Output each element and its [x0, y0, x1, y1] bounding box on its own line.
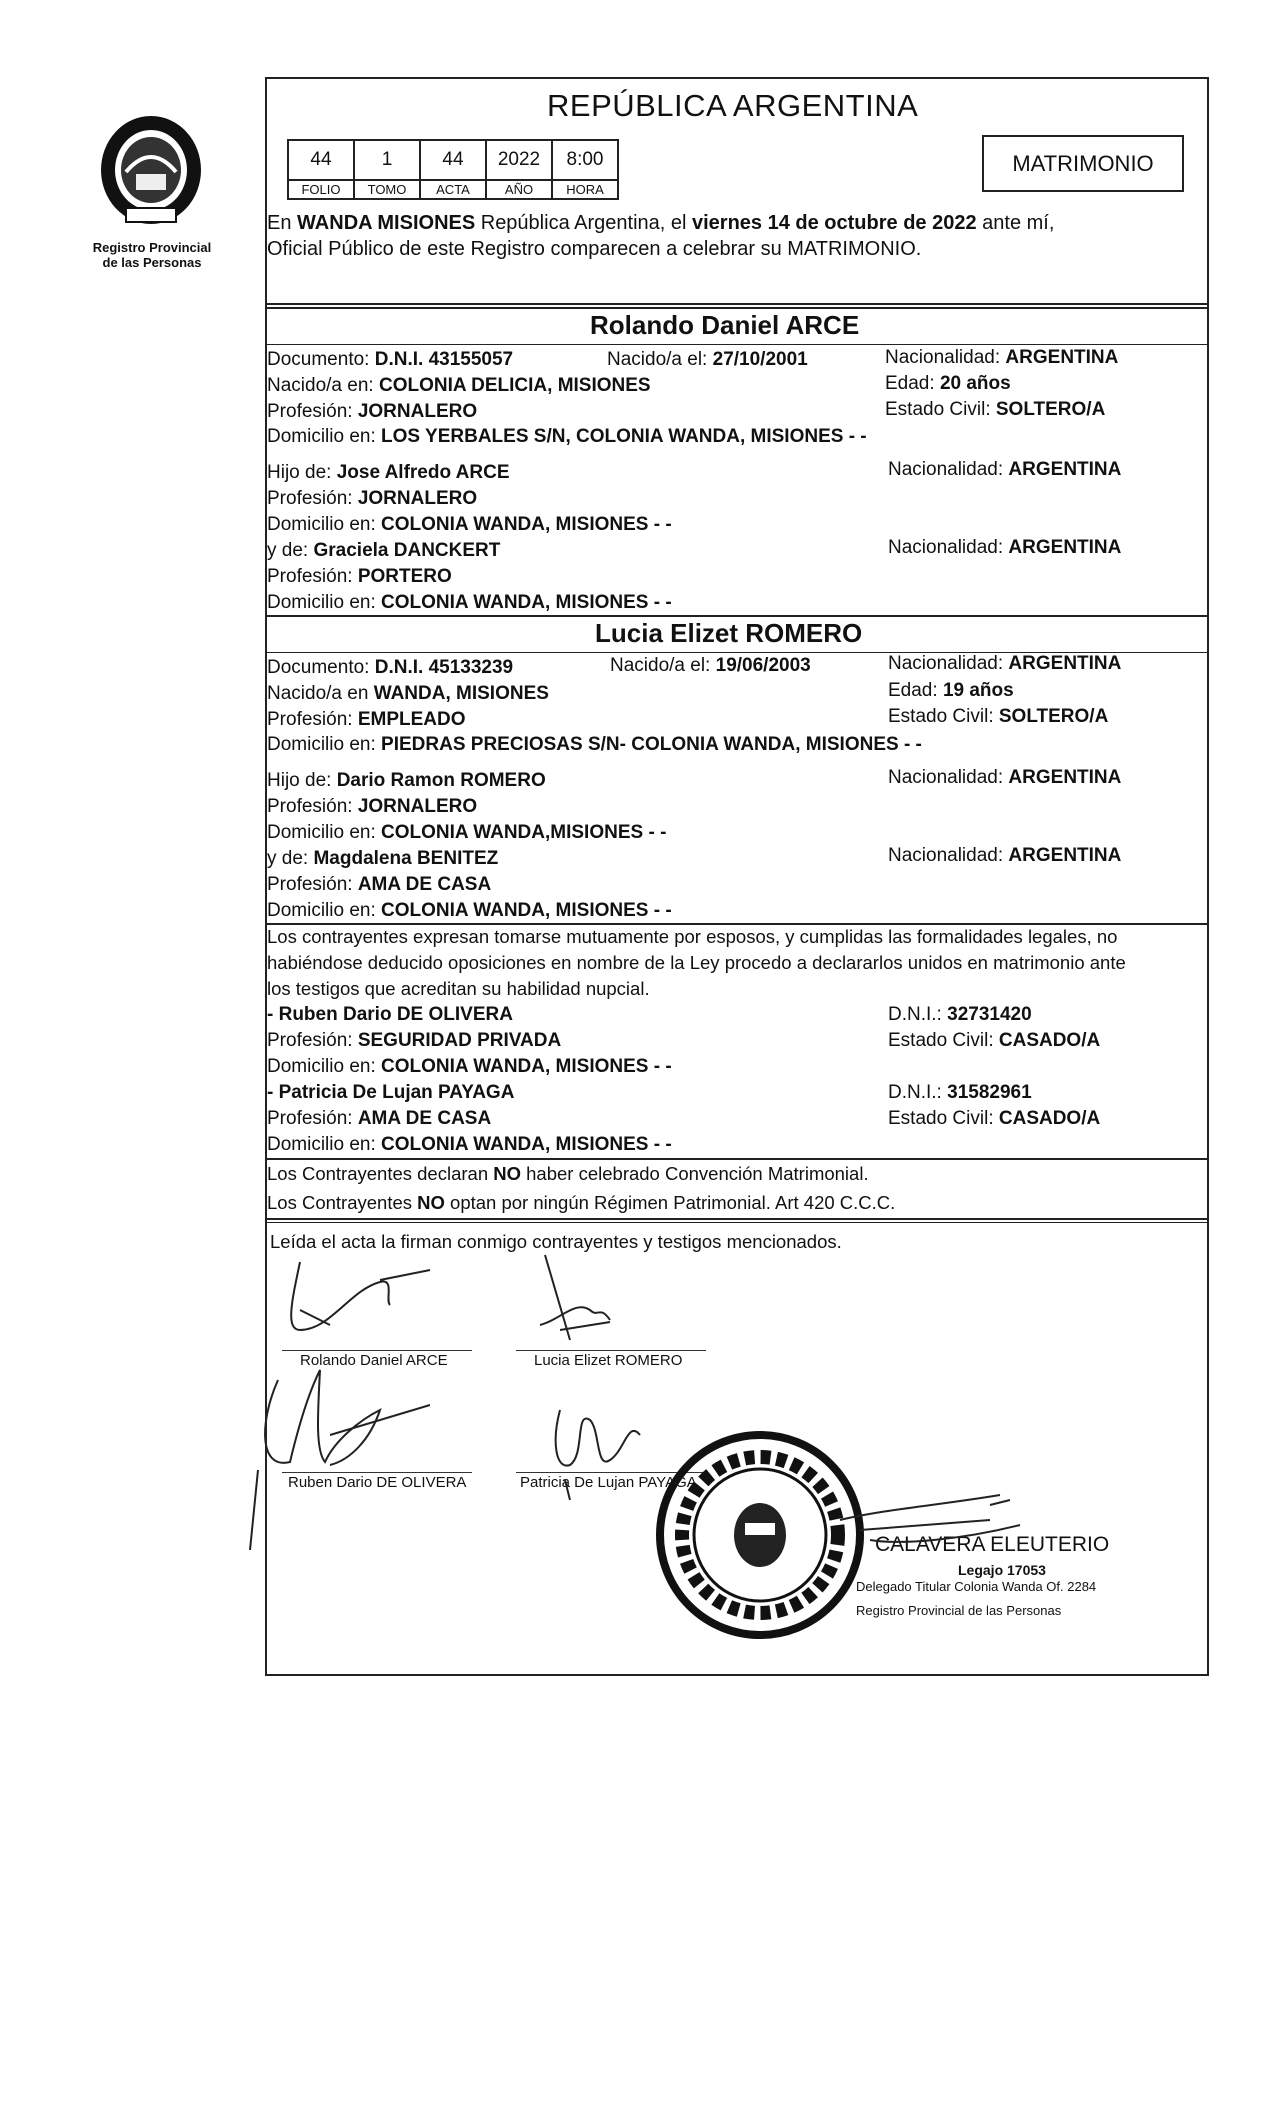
label: Estado Civil: [888, 706, 999, 727]
w2-civil-value: CASADO/A [998, 1108, 1101, 1129]
hour-label: HORA [552, 180, 618, 199]
c2-prof-value: EMPLEADO [357, 709, 466, 730]
label: Nacido/a el: [607, 349, 713, 370]
label: Domicilio en: [267, 734, 382, 755]
record-type-box: MATRIMONIO [982, 135, 1184, 192]
label: Nacionalidad: [885, 347, 1006, 368]
label: Profesión: [267, 488, 358, 509]
c1-doc-value: D.N.I. 43155057 [374, 349, 514, 370]
label: Edad: [885, 373, 940, 394]
signature-3-scribble [250, 1370, 430, 1550]
w1-prof-value: SEGURIDAD PRIVADA [357, 1030, 562, 1051]
intro-date: viernes 14 de octubre de 2022 [692, 212, 977, 234]
page-title: REPÚBLICA ARGENTINA [547, 88, 919, 123]
label: Domicilio en: [267, 514, 382, 535]
declaration-line2: habiéndose deducido oposiciones en nombre de la Ley procedo a declararlos unidos en matrimonio ante [267, 952, 1126, 973]
c2-civil-value: SOLTERO/A [998, 706, 1109, 727]
c2-mother-nat-value: ARGENTINA [1008, 845, 1122, 866]
intro-text: ante mí, [976, 212, 1055, 234]
c1-prof-value: JORNALERO [357, 401, 478, 422]
signature-4-scribble [556, 1410, 640, 1500]
c2-birthplace-value: WANDA, MISIONES [373, 683, 549, 704]
c2-born-value: 19/06/2003 [715, 655, 811, 676]
contrayente1-name: Rolando Daniel ARCE [590, 310, 860, 340]
c1-nat-value: ARGENTINA [1005, 347, 1119, 368]
label: Documento: [267, 657, 375, 678]
c1-civil-value: SOLTERO/A [995, 399, 1106, 420]
label: Estado Civil: [888, 1108, 999, 1129]
c1-age-value: 20 años [939, 373, 1011, 394]
c2-dom-value: PIEDRAS PRECIOSAS S/N- COLONIA WANDA, MISIONES - - [381, 734, 922, 755]
text-bold: NO [417, 1192, 445, 1213]
c1-father-prof-value: JORNALERO [357, 488, 478, 509]
label: D.N.I.: [888, 1004, 948, 1025]
intro-place: WANDA MISIONES [297, 212, 476, 234]
c1-father-value: Jose Alfredo ARCE [336, 462, 510, 483]
year-label: AÑO [486, 180, 552, 199]
c1-mother-dom-value: COLONIA WANDA, MISIONES - - [381, 592, 672, 613]
sig1-label: Rolando Daniel ARCE [300, 1352, 448, 1369]
label: Nacido/a en [267, 683, 374, 704]
label: Domicilio en: [267, 822, 382, 843]
text-bold: NO [493, 1163, 521, 1184]
label: Hijo de: [267, 462, 337, 483]
signature-1-scribble [291, 1262, 430, 1330]
c2-doc-value: D.N.I. 45133239 [374, 657, 514, 678]
w1-dni-value: 32731420 [947, 1004, 1032, 1025]
official-legajo: Legajo 17053 [958, 1562, 1046, 1578]
tomo-label: TOMO [354, 180, 420, 199]
folio-value: 44 [288, 140, 354, 180]
c1-born-value: 27/10/2001 [712, 349, 808, 370]
official-office: Registro Provincial de las Personas [856, 1603, 1062, 1618]
label: Domicilio en: [267, 1056, 382, 1077]
label: Profesión: [267, 401, 358, 422]
c2-father-nat-value: ARGENTINA [1008, 767, 1122, 788]
label: Documento: [267, 349, 375, 370]
c1-father-nat-value: ARGENTINA [1008, 459, 1122, 480]
c2-mother-prof-value: AMA DE CASA [357, 874, 492, 895]
label: Nacionalidad: [888, 459, 1009, 480]
text: haber celebrado Convención Matrimonial. [521, 1163, 869, 1184]
label: Nacionalidad: [888, 845, 1009, 866]
label: Nacido/a el: [610, 655, 716, 676]
label: Profesión: [267, 566, 358, 587]
label: Nacionalidad: [888, 653, 1009, 674]
contrayente2-name: Lucia Elizet ROMERO [595, 618, 863, 648]
text: optan por ningún Régimen Patrimonial. Art 420 C.C.C. [444, 1192, 896, 1213]
label: y de: [267, 848, 314, 869]
label: Profesión: [267, 709, 358, 730]
declaration-line3: los testigos que acreditan su habilidad nupcial. [267, 978, 650, 999]
label: Profesión: [267, 796, 358, 817]
witness2-name: - Patricia De Lujan PAYAGA [267, 1082, 515, 1103]
tomo-value: 1 [354, 140, 420, 180]
c1-father-dom-value: COLONIA WANDA, MISIONES - - [381, 514, 672, 535]
c1-dom-value: LOS YERBALES S/N, COLONIA WANDA, MISIONES - - [381, 426, 867, 447]
c2-father-value: Dario Ramon ROMERO [336, 770, 546, 791]
year-value: 2022 [486, 140, 552, 180]
c2-mother-dom-value: COLONIA WANDA, MISIONES - - [381, 900, 672, 921]
label: Domicilio en: [267, 900, 382, 921]
label: Nacido/a en: [267, 375, 379, 396]
label: Estado Civil: [885, 399, 996, 420]
c2-father-prof-value: JORNALERO [357, 796, 478, 817]
label: Domicilio en: [267, 592, 382, 613]
official-name: CALAVERA ELEUTERIO [875, 1533, 1110, 1556]
label: Hijo de: [267, 770, 337, 791]
intro-text: República Argentina, el [475, 212, 692, 234]
label: y de: [267, 540, 314, 561]
w2-dni-value: 31582961 [947, 1082, 1032, 1103]
label: Domicilio en: [267, 1134, 382, 1155]
sig2-label: Lucia Elizet ROMERO [534, 1352, 683, 1369]
label: Profesión: [267, 874, 358, 895]
label: Domicilio en: [267, 426, 382, 447]
c1-mother-prof-value: PORTERO [357, 566, 452, 587]
c2-nat-value: ARGENTINA [1008, 653, 1122, 674]
intro-text: En [267, 212, 298, 234]
label: Edad: [888, 680, 943, 701]
signature-2-scribble [540, 1255, 610, 1340]
sig4-label: Patricia De Lujan PAYAGA [520, 1474, 697, 1491]
c1-birthplace-value: COLONIA DELICIA, MISIONES [378, 375, 651, 396]
c2-mother-value: Magdalena BENITEZ [313, 848, 499, 869]
c1-mother-nat-value: ARGENTINA [1008, 537, 1122, 558]
intro-line2: Oficial Público de este Registro comparecen a celebrar su MATRIMONIO. [267, 238, 922, 260]
w2-prof-value: AMA DE CASA [357, 1108, 492, 1129]
official-role: Delegado Titular Colonia Wanda Of. 2284 [856, 1579, 1097, 1594]
w2-dom-value: COLONIA WANDA, MISIONES - - [381, 1134, 672, 1155]
acta-label: ACTA [420, 180, 486, 199]
official-signature-scribble [840, 1495, 1020, 1542]
c2-father-dom-value: COLONIA WANDA,MISIONES - - [381, 822, 667, 843]
label: Estado Civil: [888, 1030, 999, 1051]
closing-statement: Leída el acta la firman conmigo contrayentes y testigos mencionados. [270, 1231, 842, 1252]
declaration-line1: Los contrayentes expresan tomarse mutuamente por esposos, y cumplidas las formalidades legales, no [267, 926, 1118, 947]
c2-age-value: 19 años [942, 680, 1014, 701]
w1-civil-value: CASADO/A [998, 1030, 1101, 1051]
c1-mother-value: Graciela DANCKERT [313, 540, 501, 561]
witness1-name: - Ruben Dario DE OLIVERA [267, 1004, 513, 1025]
text: Los Contrayentes [267, 1192, 418, 1213]
sig3-label: Ruben Dario DE OLIVERA [288, 1474, 467, 1491]
label: Profesión: [267, 1030, 358, 1051]
logo-caption-line2: de las Personas [102, 255, 202, 270]
text: Los Contrayentes declaran [267, 1163, 494, 1184]
logo-caption-line1: Registro Provincial [92, 240, 212, 255]
acta-value: 44 [420, 140, 486, 180]
label: Profesión: [267, 1108, 358, 1129]
label: D.N.I.: [888, 1082, 948, 1103]
official-seal-stamp [660, 1435, 860, 1635]
folio-label: FOLIO [288, 180, 354, 199]
label: Nacionalidad: [888, 767, 1009, 788]
label: Nacionalidad: [888, 537, 1009, 558]
hour-value: 8:00 [552, 140, 618, 180]
w1-dom-value: COLONIA WANDA, MISIONES - - [381, 1056, 672, 1077]
